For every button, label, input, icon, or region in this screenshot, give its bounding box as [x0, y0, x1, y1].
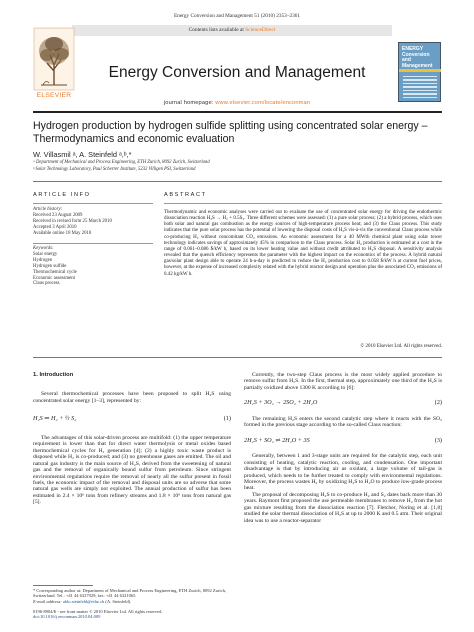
equation-text: 2H₂S + 3O₂ → 2SO₂ + 2H₂O — [244, 399, 318, 407]
abstract-heading: ABSTRACT — [164, 192, 207, 198]
author-list: W. Villasmil ᵃ, A. Steinfeld ᵃ,ᵇ,* — [33, 150, 132, 159]
keyword-item: Hydrogen sulfide — [33, 263, 67, 269]
history-online: Available online 18 May 2010 — [33, 230, 92, 236]
keywords-label: Keywords: — [33, 246, 54, 251]
copyright-notice: © 2010 Elsevier Ltd. All rights reserved. — [360, 344, 442, 349]
abstract-divider — [33, 357, 442, 358]
publisher-logo-text: ELSEVIER — [36, 92, 72, 99]
title-divider — [33, 181, 442, 182]
article-info-rule — [33, 203, 153, 204]
elsevier-tree-logo-icon — [33, 27, 75, 91]
sciencedirect-link[interactable]: ScienceDirect — [245, 27, 276, 33]
paragraph: Several thermochemical processes have been proposed to split H₂S using concentrated solar energy [1–3], represented by: — [33, 391, 231, 404]
keyword-item: Claus process — [33, 281, 60, 287]
masthead-rule — [33, 111, 442, 113]
doi-link[interactable]: doi:10.1016/j.enconman.2010.04.009 — [33, 614, 101, 620]
keyword-item: Solar energy — [33, 251, 58, 257]
keywords — [33, 246, 155, 287]
equation-2 — [244, 400, 442, 406]
corresponding-author-footnote — [33, 588, 231, 604]
email-label: E-mail address: — [33, 598, 63, 604]
article-title: Hydrogen production by hydrogen sulfide splitting using concentrated solar energy – Thermodynamics and economic evaluation — [33, 120, 428, 146]
equation-text: H₂S ⇒ H₂ + ½ S₂ — [33, 415, 77, 423]
journal-title: Energy Conversion and Management — [108, 64, 366, 81]
homepage-prefix: journal homepage: — [163, 100, 216, 106]
contents-prefix: Contents lists available at — [188, 27, 246, 33]
affiliation-a: ᵃ Department of Mechanical and Process Engineering, ETH Zurich, 8092 Zurich, Switzerland — [33, 160, 210, 165]
paragraph: The advantages of this solar-driven process are multifold: (1) the upper temperature requirement is lower than that for direct water thermolysis or metal oxides based thermochemical cycles for H₂ generation [4]; (2) a highly toxic waste product is disposed while H₂ is co-produced; and (3) no greenhouse gases are emitted. The oil and natural gas industry is the main source of H₂S, derived from the sweetening of natural gas and the removal of organically bound sulfur from petroleum. Since stringent environmental regulations require the removal of nearly all the sulfur present in fossil fuels, the economic impact of the removal and disposal units are so adverse that some natural gas wells are simply not exploited. The annual production of sulfur has been estimated in 2.4 × 10⁶ tons from refinery streams and 1.8 × 10⁶ tons from natural gas [5]. — [33, 434, 231, 506]
article-info-heading: ARTICLE INFO — [33, 192, 91, 198]
article-history — [33, 207, 155, 237]
history-accepted: Accepted 3 April 2010 — [33, 224, 77, 230]
paragraph: Generally, between 1 and 3-stage units are required for the catalytic step, each unit consisting of heating, catalytic reaction, cooling, and condensation. One important disadvantage is that by introducing air as oxidant, a large volume of tail-gas is produced, which needs to be further treated to comply with environmental regulations. Moreover, the process wastes H₂ by oxidizing H₂S to H₂O to produce low-grade process heat. — [244, 453, 442, 492]
history-label: Article history: — [33, 207, 63, 212]
footnote-text: * Corresponding author at: Department of Mechanical and Process Engineering, ETH Zurich, 8092 Zurich, Switzerland. Tel.: +41 44 6327929; fax: +41 44 6321065. — [33, 588, 226, 599]
section-heading: 1. Introduction — [33, 372, 74, 378]
equation-3 — [244, 438, 442, 444]
journal-homepage — [72, 100, 402, 106]
keyword-item: Thermochemical cycle — [33, 269, 77, 275]
keywords-rule — [33, 243, 153, 244]
paragraph: Currently, the two-step Claus process is the most widely applied procedure to remove sulfur from H₂S. In the first, thermal step, approximately one third of the H₂S is partially oxidized above 1300 K according to [6]: — [244, 372, 442, 391]
contents-bar — [72, 25, 392, 36]
abstract-rule — [164, 203, 442, 204]
cover-title: ENERGY Conversion and Management — [402, 46, 433, 69]
cover-lines — [403, 76, 437, 100]
email-line — [33, 599, 231, 604]
email-link[interactable]: aldo.steinfeld@ethz.ch — [62, 598, 105, 604]
paragraph: The remaining H₂S enters the second catalytic step where it reacts with the SO₂ formed in the previous stage according to the so-called Claus reaction: — [244, 415, 442, 429]
publication-info — [33, 609, 253, 620]
equation-number: (1) — [223, 415, 231, 423]
affiliation-b: ᵇ Solar Technology Laboratory, Paul Scherrer Institute, 5232 Villigen PSI, Switzerland — [33, 167, 196, 172]
homepage-link[interactable]: www.elsevier.com/locate/enconman — [215, 100, 311, 106]
keyword-item: Economic assessment — [33, 275, 75, 281]
history-received: Received 23 August 2009 — [33, 212, 83, 218]
equation-text: 2H₂S + SO₂ ⇌ 2H₂O + 3S — [244, 436, 310, 444]
journal-cover-thumbnail — [398, 42, 441, 102]
left-column — [33, 372, 231, 506]
paragraph: The proposal of decomposing H₂S to co-produce H₂ and S₂ dates back more than 30 years. Raymont first proposed the use permeable membranes to remove H₂ from the hot gas mixture resulting from the dissociation reaction [7]. Fletcher, Noring et al. [1,8] studied the solar thermal dissociation of H₂S at up to 2000 K and 0.5 atm. Their original idea was to use a reactor-separator — [244, 491, 442, 524]
history-revised: Received in revised form 25 March 2010 — [33, 218, 112, 224]
equation-1 — [33, 416, 231, 422]
footnote-rule — [33, 585, 93, 586]
equation-number: (3) — [434, 436, 442, 444]
issn-line: 0196-8904/$ - see front matter © 2010 Elsevier Ltd. All rights reserved. — [33, 609, 163, 614]
keyword-item: Hydrogen — [33, 257, 53, 263]
equation-number: (2) — [434, 399, 442, 407]
right-column — [244, 372, 442, 524]
cover-band — [399, 69, 441, 72]
abstract-text: Thermodynamic and economic analyses were carried out to evaluate the use of concentrated solar energy for driving the endothermic dissociation reaction H₂S → H₂ + 0.5S₂. Three different schemes were assessed: (1) a pure solar process; (2) a hybrid process, which uses both solar and natural gas combustion as the energy sources of high-temperature process heat; and (3) the Claus process. This study indicates that the pure solar process has the potential of lowering the disposal costs of H₂S vis-à-vis the conventional Claus process while co-producing H₂ without concomitant CO₂ emissions. An economic assessment for a 40 MWth chemical plant using solar tower technology indicates savings of approximately 45% in comparison to the Claus process. Solar H₂ production is estimated at a cost in the range of 0.061–0.086 $/kW h, based on its lower heating value and without credit attributed to H₂S disposal. A sensitivity analysis revealed that the quench efficiency represents the parameter with the highest impact on the economics of the process. A hybrid natural gas/solar plant design able to operate 24 h-a-day is predicted to reduce the H₂ production cost to 0.058 $/kW h at current fuel prices, however, at the expense of increased complexity related with the hybrid reactor design and operation plus the associated CO₂ emissions of 0.42 kg/kW h. — [164, 210, 442, 277]
journal-reference: Energy Conversion and Management 51 (2010) 2353–2361 — [173, 13, 301, 19]
email-suffix: (A. Steinfeld). — [104, 598, 132, 604]
